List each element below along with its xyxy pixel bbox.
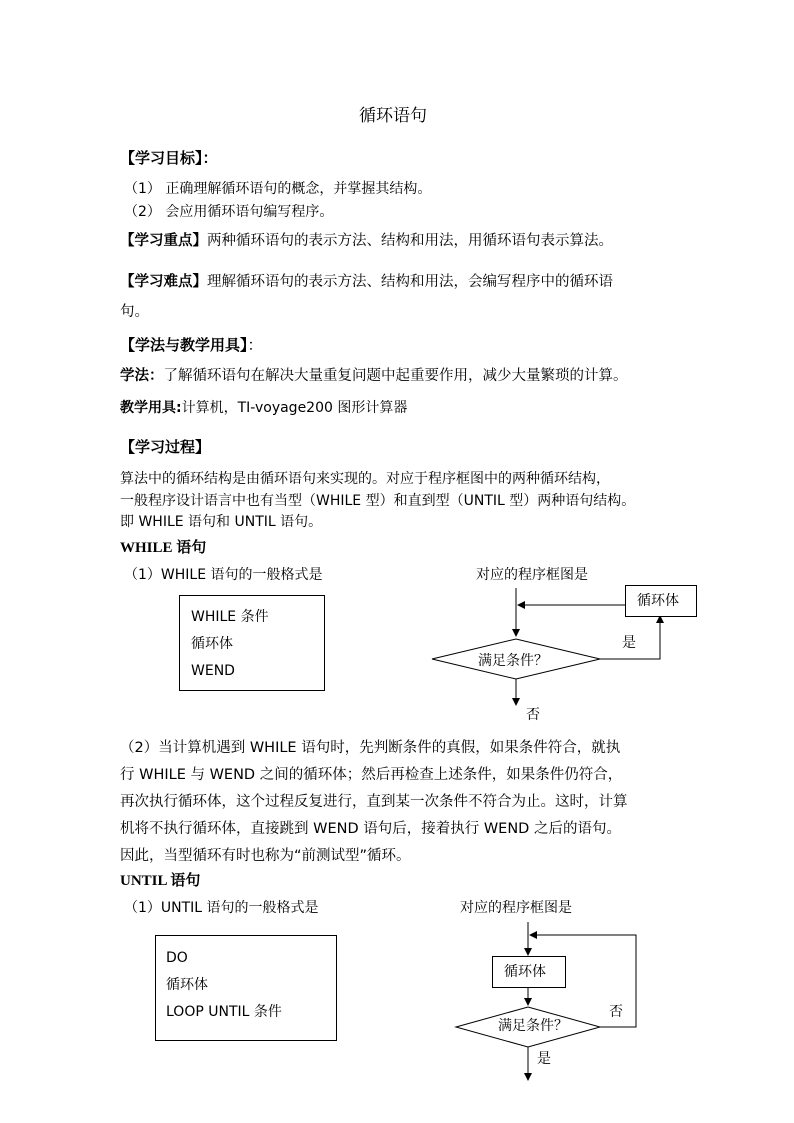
difficulties-heading: 【学习难点】	[120, 274, 207, 290]
while-code-line-3: WEND	[191, 663, 235, 679]
while-format-label: （1）WHILE 语句的一般格式是	[124, 567, 323, 583]
while-explanation-4: 机将不执行循环体，直接跳到 WEND 语句后，接着执行 WEND 之后的语句。	[120, 821, 621, 837]
until-loop-body-label: 循环体	[504, 964, 546, 980]
while-code-line-1: WHILE 条件	[191, 609, 269, 625]
while-explanation-3: 再次执行循环体，这个过程反复进行，直到某一次条件不符合为止。这时，计算	[120, 794, 628, 810]
difficulties-text-1: 理解循环语句的表示方法、结构和用法，会编写程序中的循环语	[207, 274, 613, 290]
objective-item-2: （2） 会应用循环语句编写程序。	[124, 204, 334, 220]
while-no-label: 否	[526, 707, 540, 723]
process-intro-3: 即 WHILE 语句和 UNTIL 语句。	[120, 514, 323, 530]
difficulties-text-2: 句。	[120, 304, 149, 320]
process-intro-1: 算法中的循环结构是由循环语句来实现的。对应于程序框图中的两种循环结构，	[120, 471, 610, 487]
while-yes-label: 是	[622, 635, 636, 651]
until-heading: UNTIL 语句	[120, 873, 201, 889]
page-title: 循环语句	[359, 106, 427, 126]
until-no-label: 否	[609, 1004, 623, 1020]
until-condition-label: 满足条件？	[498, 1018, 568, 1034]
until-yes-label: 是	[537, 1051, 551, 1067]
process-heading: 【学习过程】	[120, 438, 211, 456]
objective-item-1: （1） 正确理解循环语句的概念，并掌握其结构。	[124, 181, 432, 197]
while-explanation-2: 行 WHILE 与 WEND 之间的循环体；然后再检查上述条件，如果条件仍符合，	[120, 767, 623, 783]
method-text: 了解循环语句在解决大量重复问题中起重要作用，减少大量繁琐的计算。	[163, 368, 628, 384]
while-loop-body-label: 循环体	[637, 593, 679, 609]
method-label: 学法：	[120, 368, 164, 384]
methods-heading: 【学法与教学用具】	[120, 336, 248, 354]
while-code-line-2: 循环体	[191, 636, 233, 652]
objectives-heading: 【学习目标】：	[120, 149, 218, 167]
tools-label: 教学用具:	[120, 400, 182, 416]
while-condition-label: 满足条件？	[478, 653, 548, 669]
until-code-line-3: LOOP UNTIL 条件	[166, 1004, 282, 1020]
tools-text: 计算机，TI-voyage200 图形计算器	[181, 400, 408, 416]
while-explanation-1: （2）当计算机遇到 WHILE 语句时，先判断条件的真假，如果条件符合，就执	[120, 740, 621, 756]
while-flow-label: 对应的程序框图是	[476, 567, 588, 583]
while-heading: WHILE 语句	[120, 540, 207, 556]
until-code-line-2: 循环体	[166, 977, 208, 993]
until-loop-body-box	[492, 956, 566, 988]
while-explanation-5: 因此，当型循环有时也称为“前测试型”循环。	[120, 848, 411, 864]
methods-heading-suffix: ：	[247, 336, 263, 354]
process-intro-2: 一般程序设计语言中也有当型（WHILE 型）和直到型（UNTIL 型）两种语句结构。	[120, 493, 636, 509]
key-points-heading: 【学习重点】	[120, 233, 207, 249]
until-flow-label: 对应的程序框图是	[460, 900, 572, 916]
until-code-line-1: DO	[166, 950, 188, 966]
until-format-label: （1）UNTIL 语句的一般格式是	[124, 900, 319, 916]
key-points-text: 两种循环语句的表示方法、结构和用法，用循环语句表示算法。	[207, 233, 613, 249]
